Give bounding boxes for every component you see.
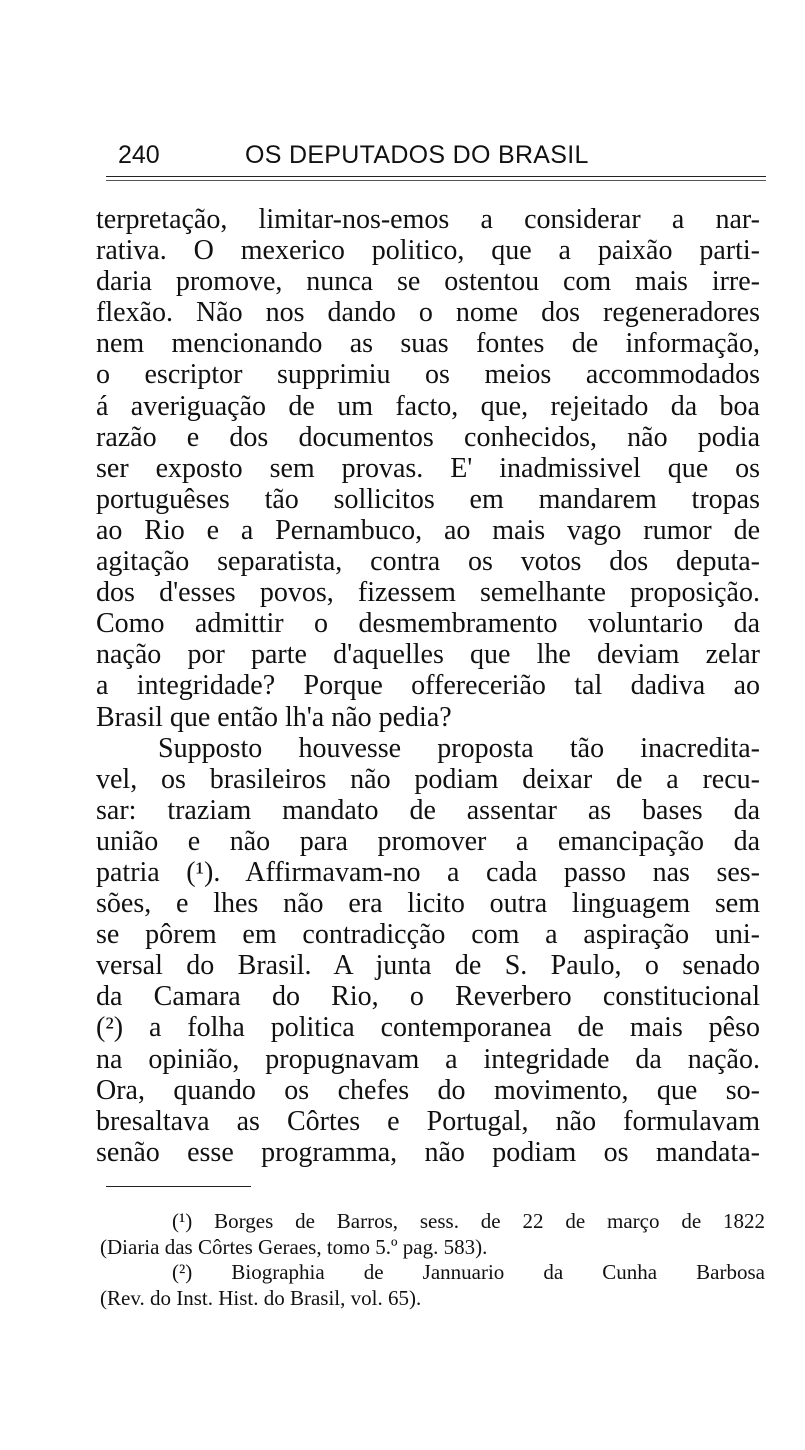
text-line: agitação separatista, contra os votos dos deputa- xyxy=(96,546,760,578)
text-line: terpretação, limitar-nos-emos a considerar a nar- xyxy=(96,204,760,235)
text-line: o escriptor supprimiu os meios accommodados xyxy=(96,359,760,391)
text-line: senão esse programma, não podiam os mandata- xyxy=(96,1136,760,1168)
text-line: sar: traziam mandato de assentar as bases da xyxy=(96,794,760,826)
text-line: patria (¹). Affirmavam-no a cada passo nas ses- xyxy=(96,856,760,888)
text-line: ser exposto sem provas. E' inadmissivel que os xyxy=(96,452,760,484)
text-line: união e não para promover a emancipação da xyxy=(96,825,760,857)
footnote-line: (Diaria das Côrtes Geraes, tomo 5.º pag. 583). xyxy=(100,1234,488,1259)
text-line: portuguêses tão sollicitos em mandarem tropas xyxy=(96,483,760,515)
text-line: á averiguação de um facto, que, rejeitado da boa xyxy=(96,390,760,422)
text-line: Como admittir o desmembramento voluntario da xyxy=(96,608,760,640)
text-line: rativa. O mexerico politico, que a paixão parti- xyxy=(96,235,760,267)
text-line: razão e dos documentos conhecidos, não podia xyxy=(96,421,760,453)
text-line: da Camara do Rio, o Reverbero constitucional xyxy=(96,981,760,1013)
text-line: a integridade? Porque offerecerião tal dadiva ao xyxy=(96,670,760,702)
footnote-rule xyxy=(106,1186,251,1187)
text-line: (²) a folha politica contemporanea de mais pêso xyxy=(96,1012,760,1044)
body-text xyxy=(96,204,760,1168)
text-line: ao Rio e a Pernambuco, ao mais vago rumor de xyxy=(96,514,760,546)
text-line: Supposto houvesse proposta tão inacredita- xyxy=(158,732,760,764)
text-line: na opinião, propugnavam a integridade da nação. xyxy=(96,1043,760,1075)
text-line: bresaltava as Côrtes e Portugal, não formulavam xyxy=(96,1105,760,1137)
running-title: OS DEPUTADOS DO BRASIL xyxy=(245,141,589,169)
text-line: nem mencionando as suas fontes de informação, xyxy=(96,328,760,360)
text-line: versal do Brasil. A junta de S. Paulo, o senado xyxy=(96,950,760,982)
text-line: Brasil que então lh'a não pedia? xyxy=(96,701,452,733)
text-line: vel, os brasileiros não podiam deixar de a recu- xyxy=(96,763,760,795)
text-line: nação por parte d'aquelles que lhe deviam zelar xyxy=(96,639,760,671)
header-rule xyxy=(106,176,766,177)
text-line: dos d'esses povos, fizessem semelhante proposição. xyxy=(96,577,760,609)
footnote-line: (Rev. do Inst. Hist. do Brasil, vol. 65). xyxy=(100,1285,422,1310)
text-line: daria promove, nunca se ostentou com mais irre- xyxy=(96,266,760,298)
page-number: 240 xyxy=(118,141,160,169)
footnote-line: (²) Biographia de Jannuario da Cunha Barbosa xyxy=(172,1260,765,1284)
footnotes xyxy=(100,1209,765,1311)
text-line: flexão. Não nos dando o nome dos regeneradores xyxy=(96,297,760,329)
text-line: se pôrem em contradicção com a aspiração uni- xyxy=(96,919,760,951)
text-line: Ora, quando os chefes do movimento, que so- xyxy=(96,1074,760,1106)
page-header xyxy=(110,138,770,172)
text-line: sões, e lhes não era licito outra linguagem sem xyxy=(96,888,760,920)
footnote-line: (¹) Borges de Barros, sess. de 22 de março de 1822 xyxy=(172,1209,765,1233)
header-rule-secondary xyxy=(106,180,766,181)
